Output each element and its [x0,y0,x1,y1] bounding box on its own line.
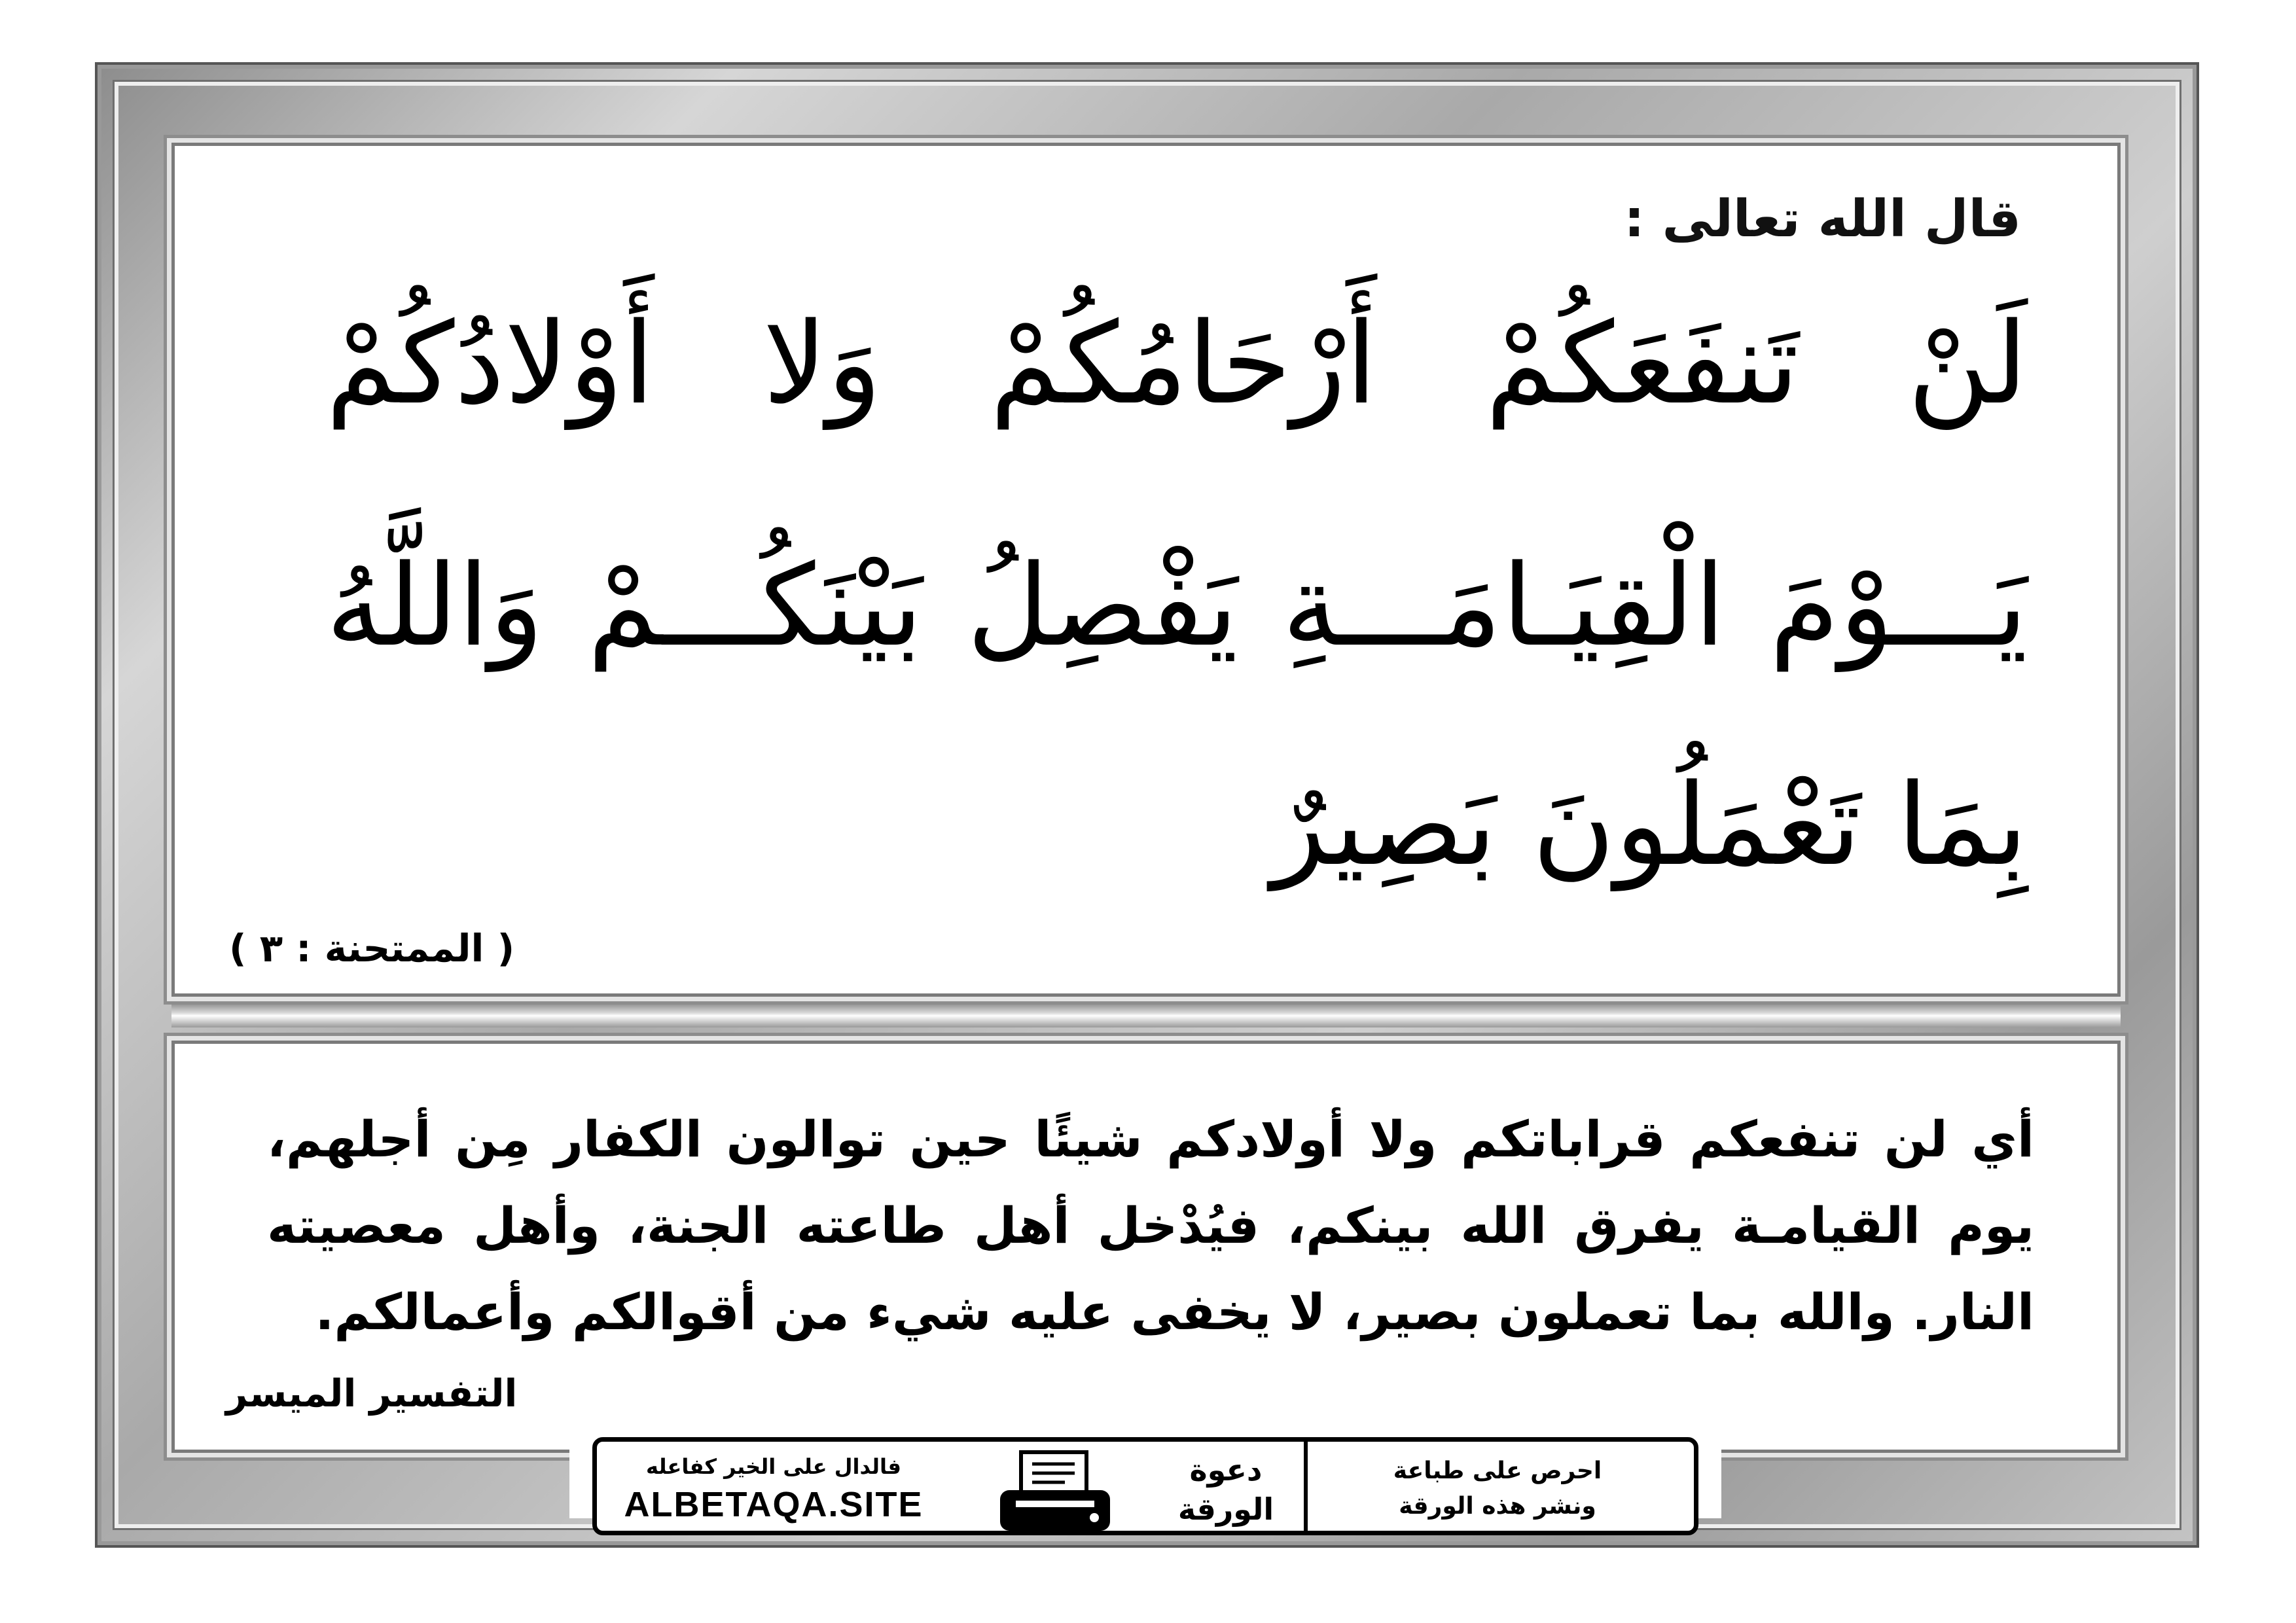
logo-line-1: دعوة [1189,1452,1263,1488]
site-url[interactable]: ALBETAQA.SITE [624,1485,924,1524]
print-note-line-1: احرص على طباعة [1393,1457,1602,1484]
footer-bar [592,1437,1698,1535]
tafsir-text: أي لن تنفعكم قراباتكم ولا أولادكم شيئًا حين توالون الكفار مِن أجلهم، يوم القيامـة يفرق الله بينكم، فيُدْخل أهل طاعته الجنة، وأهل معصيته النار. والله بما تعملون بصير، لا يخفى عليه شيء من أقوالكم وأعمالكم. [267,1110,2034,1341]
verse-line-3: بِمَا تَعْمَلُونَ بَصِيرٌ [1271,759,2028,891]
logo-line-2: الورقة [1177,1491,1274,1527]
print-note-line-2: ونشر هذه الورقة [1399,1493,1596,1520]
verse-line-1: لَنْ تَنفَعَكُمْ أَرْحَامُكُمْ وَلا أَوْلادُكُمْ [326,298,2028,429]
printer-icon [996,1450,1114,1535]
site-tagline: فالدال على الخير كفاعله [646,1454,901,1479]
print-note [1360,1454,1635,1524]
footer-separator [1304,1442,1308,1531]
site-block [623,1450,924,1525]
dawa-logo [1168,1444,1284,1535]
frame-divider [171,1001,2121,1027]
tafsir-source: التفسير الميسر [226,1371,518,1416]
verse-intro: قال الله تعالى : [1624,190,2021,249]
verse-reference: ( الممتحنة : ٣ ) [229,926,515,971]
verse-line-2: يَـــوْمَ الْقِيَـامَـــةِ يَفْصِلُ بَيْنَكُـــمْ وَاللَّهُ [326,540,2028,671]
